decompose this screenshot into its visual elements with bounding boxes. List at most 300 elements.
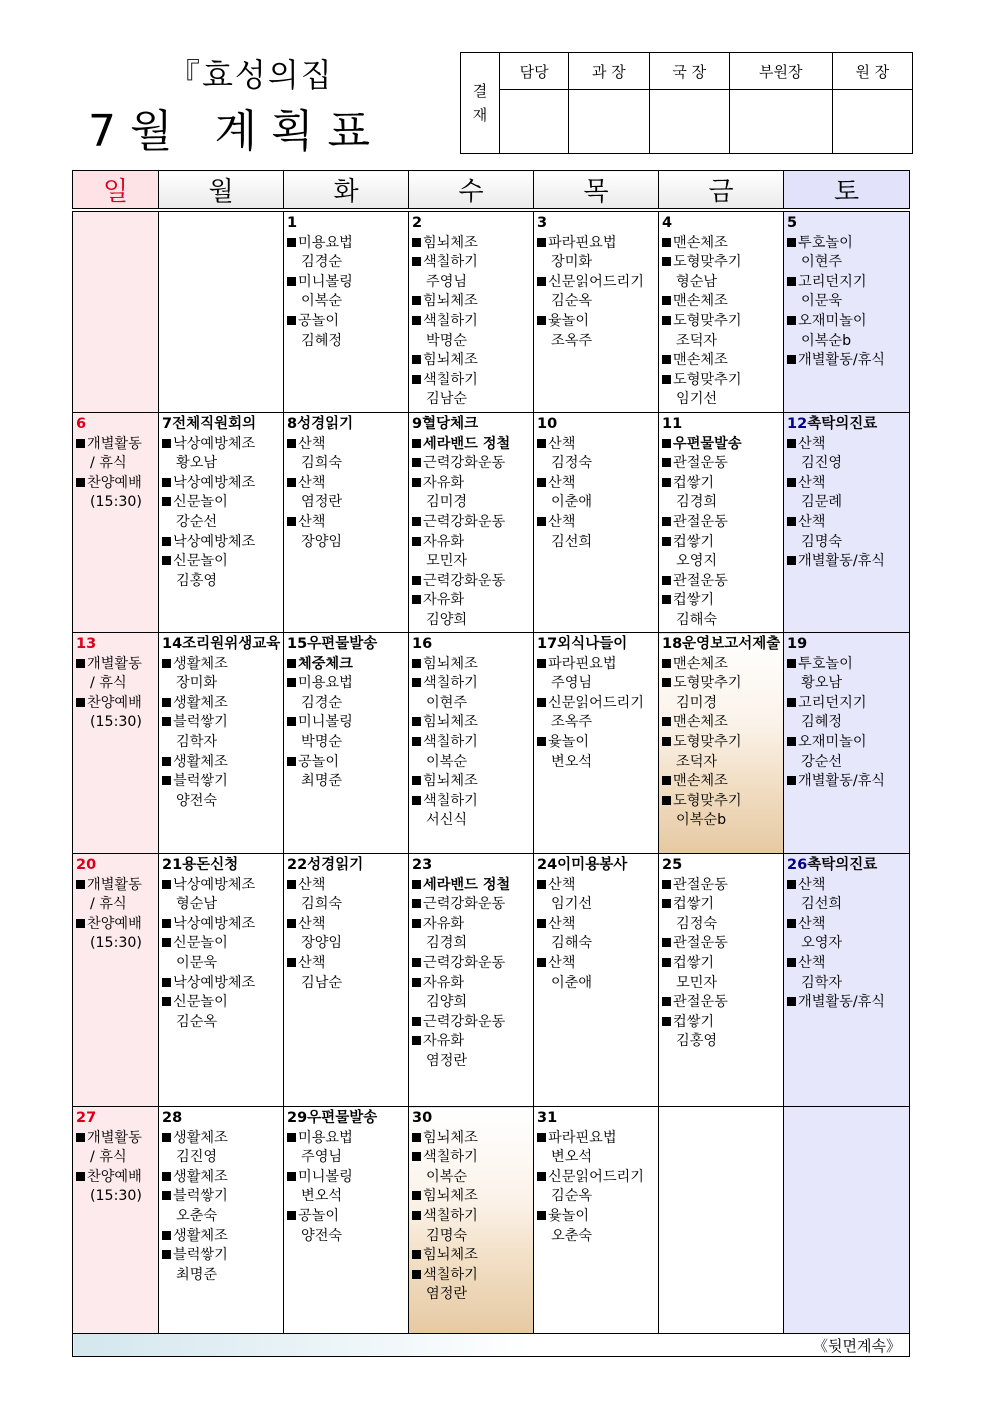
bullet-square-icon: [162, 497, 171, 506]
day-cell: [409, 1107, 534, 1334]
day-cell: [73, 1107, 159, 1334]
activity-item: [537, 312, 656, 332]
activity-name: 미니볼링: [298, 273, 353, 290]
bullet-square-icon: [537, 880, 546, 889]
bullet-square-icon: [412, 1036, 421, 1045]
participant-name: 박명순: [301, 733, 343, 750]
bullet-square-icon: [787, 238, 796, 247]
bullet-square-icon: [412, 880, 421, 889]
activity-name: 산책: [298, 915, 326, 932]
day-date: 28: [162, 1110, 183, 1126]
activity-name: 근력강화운동: [423, 1013, 506, 1030]
bullet-square-icon: [287, 238, 296, 247]
activity-item: [662, 351, 781, 371]
bullet-square-icon: [412, 717, 421, 726]
day-date: 27: [76, 1110, 97, 1126]
bullet-square-icon: [412, 1270, 421, 1279]
activity-name: 투호놀이: [798, 234, 853, 251]
activity-name: 산책: [548, 435, 576, 452]
participant-name: 김양희: [426, 611, 468, 628]
bullet-square-icon: [412, 659, 421, 668]
activity-item: [162, 753, 281, 773]
bullet-square-icon: [537, 238, 546, 247]
day-cell: [534, 1107, 659, 1334]
week-row: [73, 1107, 910, 1334]
participant-name: 오춘숙: [176, 1207, 218, 1224]
participant-name: 이복순: [426, 753, 468, 770]
activity-item: [412, 253, 531, 273]
bullet-square-icon: [287, 659, 296, 668]
activity-item: [162, 1227, 281, 1247]
activity-name: 개별활동: [87, 1129, 142, 1146]
bullet-square-icon: [412, 678, 421, 687]
participant-name: 김홍영: [676, 1033, 718, 1050]
week-row: [73, 633, 910, 854]
activity-item: [287, 753, 406, 773]
activity-item: [662, 1013, 781, 1033]
activity-name: 윷놀이: [548, 733, 590, 750]
activity-name: 블럭쌓기: [173, 773, 228, 790]
bullet-square-icon: [662, 316, 671, 325]
participant-name: 오영자: [801, 935, 843, 952]
activity-name: 미용요법: [298, 1129, 353, 1146]
bullet-square-icon: [162, 880, 171, 889]
day-cell: [159, 413, 284, 633]
activity-item: [662, 792, 781, 812]
activity-item: [76, 694, 156, 714]
activity-name: 색칠하기: [423, 792, 478, 809]
participant-name: 모민자: [426, 553, 468, 570]
day-cell: [784, 633, 910, 854]
participant-name: 염정란: [426, 1052, 468, 1069]
participant-name: 주영님: [301, 1149, 343, 1166]
activity-name: 개별활동: [87, 876, 142, 893]
activity-item: [662, 674, 781, 694]
day-cell: [784, 413, 910, 633]
participant-name: 황오남: [176, 455, 218, 472]
activity-name: 체중체크: [298, 655, 353, 672]
activity-name: 관절운동: [673, 455, 728, 472]
day-date: 21용돈신청: [162, 857, 239, 873]
day-cell: [284, 1107, 409, 1334]
activity-item: [412, 876, 531, 896]
bullet-square-icon: [537, 277, 546, 286]
activity-item: [287, 655, 406, 675]
activity-item: [412, 895, 531, 915]
activity-item: [662, 513, 781, 533]
activity-item: [412, 674, 531, 694]
activity-item: [412, 1148, 531, 1168]
activity-item: [412, 351, 531, 371]
activity-item: [412, 1187, 531, 1207]
activity-name: 근력강화운동: [423, 954, 506, 971]
activity-name: 오재미놀이: [798, 312, 867, 329]
bullet-square-icon: [662, 1017, 671, 1026]
activity-item: [412, 1266, 531, 1286]
participant-name: 김선희: [801, 896, 843, 913]
day-date: 3: [537, 215, 548, 231]
day-cell: [409, 413, 534, 633]
activity-item: [287, 435, 406, 455]
weekday-mon: 월: [159, 171, 284, 209]
activity-item: [412, 1032, 531, 1052]
activity-item: [662, 591, 781, 611]
bullet-square-icon: [162, 938, 171, 947]
activity-name: 도형맞추기: [673, 792, 742, 809]
activity-item: [537, 513, 656, 533]
activity-name: 산책: [548, 954, 576, 971]
day-cell: [659, 212, 784, 413]
activity-item: [287, 954, 406, 974]
activity-name: 힘뇌체조: [423, 773, 478, 790]
continued-note: 《뒷면계속》: [73, 1334, 910, 1357]
participant-name: 김남순: [301, 974, 343, 991]
activity-name: 관절운동: [673, 513, 728, 530]
activity-item: [787, 552, 907, 572]
activity-name: 컵쌓기: [673, 896, 715, 913]
activity-name: 색칠하기: [423, 733, 478, 750]
activity-item: [412, 1129, 531, 1149]
activity-item: [537, 1207, 656, 1227]
activity-item: [787, 915, 907, 935]
activity-item: [76, 1168, 156, 1188]
bullet-square-icon: [412, 1211, 421, 1220]
bullet-square-icon: [287, 880, 296, 889]
bullet-square-icon: [412, 595, 421, 604]
day-cell: [73, 633, 159, 854]
bullet-square-icon: [287, 1211, 296, 1220]
activity-name: 맨손체조: [673, 293, 728, 310]
approval-role: 원 장: [832, 53, 912, 90]
day-date: 15우편물발송: [287, 636, 378, 652]
activity-name: 신문놀이: [173, 553, 228, 570]
day-cell: [784, 1107, 910, 1334]
day-cell: [534, 854, 659, 1107]
day-cell: [284, 413, 409, 633]
activity-item: [162, 493, 281, 513]
activity-name: 미니볼링: [298, 714, 353, 731]
activity-item: [787, 954, 907, 974]
bullet-square-icon: [162, 757, 171, 766]
day-cell: [534, 633, 659, 854]
bullet-square-icon: [787, 737, 796, 746]
participant-name: 김희숙: [301, 896, 343, 913]
activity-item: [662, 954, 781, 974]
activity-item: [662, 876, 781, 896]
activity-item: [412, 915, 531, 935]
participant-name: 양전숙: [301, 1227, 343, 1244]
bullet-square-icon: [662, 997, 671, 1006]
activity-name: 낙상예방체조: [173, 435, 256, 452]
bullet-square-icon: [537, 958, 546, 967]
activity-item: [537, 915, 656, 935]
day-date: 11: [662, 416, 683, 432]
activity-item: [412, 474, 531, 494]
bullet-square-icon: [662, 717, 671, 726]
activity-item: [787, 474, 907, 494]
day-date: 16: [412, 636, 433, 652]
activity-item: [412, 292, 531, 312]
activity-name: 컵쌓기: [673, 592, 715, 609]
day-date: 20: [76, 857, 97, 873]
activity-item: [287, 1129, 406, 1149]
bullet-square-icon: [537, 737, 546, 746]
activity-item: [412, 954, 531, 974]
participant-name: 김순옥: [551, 293, 593, 310]
activity-item: [412, 435, 531, 455]
activity-item: [662, 454, 781, 474]
activity-name: 산책: [548, 915, 576, 932]
activity-item: [76, 876, 156, 896]
signature-box: [729, 90, 832, 154]
bullet-square-icon: [662, 796, 671, 805]
bullet-square-icon: [662, 238, 671, 247]
bullet-square-icon: [412, 796, 421, 805]
bullet-square-icon: [162, 698, 171, 707]
bullet-square-icon: [662, 659, 671, 668]
activity-name: 신문놀이: [173, 994, 228, 1011]
activity-name: 파라핀요법: [548, 655, 617, 672]
bullet-square-icon: [412, 517, 421, 526]
activity-item: [412, 454, 531, 474]
activity-name: 낙상예방체조: [173, 533, 256, 550]
weekday-wed: 수: [409, 171, 534, 209]
activity-item: [412, 572, 531, 592]
activity-item: [537, 733, 656, 753]
day-cell: [159, 212, 284, 413]
activity-item: [662, 533, 781, 553]
bullet-square-icon: [287, 517, 296, 526]
participant-name: 최명준: [301, 773, 343, 790]
activity-item: [412, 974, 531, 994]
activity-name: 색칠하기: [423, 1266, 478, 1283]
activity-name: 신문읽어드리기: [548, 694, 644, 711]
bullet-square-icon: [662, 439, 671, 448]
participant-name: (15:30): [90, 494, 142, 511]
activity-name: 색칠하기: [423, 675, 478, 692]
activity-name: 찬양예배: [87, 915, 142, 932]
activity-item: [287, 713, 406, 733]
bullet-square-icon: [412, 458, 421, 467]
activity-name: 맨손체조: [673, 773, 728, 790]
weekday-tue: 화: [284, 171, 409, 209]
participant-name: 이문욱: [176, 954, 218, 971]
activity-name: 힘뇌체조: [423, 234, 478, 251]
activity-item: [412, 792, 531, 812]
bullet-square-icon: [162, 439, 171, 448]
activity-item: [162, 655, 281, 675]
activity-item: [787, 435, 907, 455]
participant-name: (15:30): [90, 714, 142, 731]
bullet-square-icon: [662, 355, 671, 364]
bullet-square-icon: [412, 1133, 421, 1142]
day-cell: [534, 212, 659, 413]
day-cell: [659, 633, 784, 854]
activity-item: [662, 772, 781, 792]
day-cell: [159, 633, 284, 854]
activity-name: 우편물발송: [673, 435, 742, 452]
activity-item: [537, 435, 656, 455]
activity-item: [412, 1207, 531, 1227]
bullet-square-icon: [76, 698, 85, 707]
activity-name: 신문읽어드리기: [548, 1168, 644, 1185]
bullet-square-icon: [412, 576, 421, 585]
activity-name: 관절운동: [673, 572, 728, 589]
activity-item: [537, 954, 656, 974]
day-cell: [534, 413, 659, 633]
bullet-square-icon: [412, 958, 421, 967]
bullet-square-icon: [412, 1152, 421, 1161]
bullet-square-icon: [537, 919, 546, 928]
bullet-square-icon: [662, 899, 671, 908]
activity-name: 산책: [548, 513, 576, 530]
day-date: 9혈당체크: [412, 416, 479, 432]
activity-name: 오재미놀이: [798, 733, 867, 750]
participant-name: 장양임: [301, 935, 343, 952]
participant-name: 장미화: [176, 675, 218, 692]
activity-item: [662, 234, 781, 254]
activity-name: 블럭쌓기: [173, 714, 228, 731]
activity-item: [537, 273, 656, 293]
bullet-square-icon: [412, 296, 421, 305]
participant-name: 황오남: [801, 675, 843, 692]
bullet-square-icon: [662, 375, 671, 384]
day-cell: [73, 854, 159, 1107]
participant-name: 김혜정: [801, 714, 843, 731]
day-date: 7전체직원회의: [162, 416, 257, 432]
day-cell: [73, 413, 159, 633]
participant-name: 염정란: [301, 494, 343, 511]
activity-item: [412, 713, 531, 733]
day-cell: [409, 633, 534, 854]
participant-name: / 휴식: [90, 675, 127, 692]
participant-name: 김학자: [801, 974, 843, 991]
bullet-square-icon: [412, 257, 421, 266]
activity-item: [162, 713, 281, 733]
participant-name: 임기선: [551, 896, 593, 913]
activity-item: [662, 713, 781, 733]
activity-name: 색칠하기: [423, 1207, 478, 1224]
bullet-square-icon: [162, 478, 171, 487]
activity-name: 산책: [798, 915, 826, 932]
activity-name: 윷놀이: [548, 312, 590, 329]
activity-name: 자유화: [423, 974, 465, 991]
participant-name: 장미화: [551, 254, 593, 271]
activity-item: [662, 371, 781, 391]
activity-item: [412, 371, 531, 391]
activity-item: [287, 1207, 406, 1227]
activity-name: 공놀이: [298, 312, 340, 329]
activity-item: [162, 934, 281, 954]
activity-name: 블럭쌓기: [173, 1188, 228, 1205]
participant-name: 김경희: [676, 494, 718, 511]
participant-name: 주영님: [426, 273, 468, 290]
participant-name: 조덕자: [676, 332, 718, 349]
activity-item: [412, 312, 531, 332]
participant-name: 김경희: [426, 935, 468, 952]
approval-box: [460, 52, 913, 154]
participant-name: 김미경: [676, 694, 718, 711]
activity-name: 근력강화운동: [423, 896, 506, 913]
activity-name: 근력강화운동: [423, 513, 506, 530]
participant-name: / 휴식: [90, 1149, 127, 1166]
activity-name: 도형맞추기: [673, 371, 742, 388]
participant-name: 염정란: [426, 1286, 468, 1303]
activity-item: [162, 915, 281, 935]
day-date: 25: [662, 857, 683, 873]
bullet-square-icon: [662, 737, 671, 746]
bullet-square-icon: [537, 698, 546, 707]
activity-item: [662, 253, 781, 273]
activity-item: [287, 876, 406, 896]
activity-name: 고리던지기: [798, 273, 867, 290]
participant-name: 조옥주: [551, 332, 593, 349]
day-date: 10: [537, 416, 558, 432]
activity-item: [787, 694, 907, 714]
participant-name: 오영지: [676, 553, 718, 570]
bullet-square-icon: [787, 698, 796, 707]
activity-name: 관절운동: [673, 994, 728, 1011]
bullet-square-icon: [162, 919, 171, 928]
bullet-square-icon: [162, 717, 171, 726]
activity-item: [76, 474, 156, 494]
activity-name: 힘뇌체조: [423, 1247, 478, 1264]
bullet-square-icon: [162, 776, 171, 785]
activity-name: 힘뇌체조: [423, 714, 478, 731]
bullet-square-icon: [662, 257, 671, 266]
activity-name: 맨손체조: [673, 655, 728, 672]
bullet-square-icon: [662, 478, 671, 487]
bullet-square-icon: [787, 659, 796, 668]
bullet-square-icon: [287, 478, 296, 487]
bullet-square-icon: [412, 355, 421, 364]
activity-name: 힘뇌체조: [423, 352, 478, 369]
activity-name: 생활체조: [173, 1227, 228, 1244]
activity-name: 힘뇌체조: [423, 293, 478, 310]
bullet-square-icon: [412, 439, 421, 448]
activity-name: 신문읽어드리기: [548, 273, 644, 290]
bullet-square-icon: [537, 1211, 546, 1220]
activity-name: 산책: [298, 876, 326, 893]
participant-name: 김순옥: [176, 1013, 218, 1030]
participant-name: 형순남: [176, 896, 218, 913]
activity-item: [412, 533, 531, 553]
day-date: 26촉탁의진료: [787, 857, 878, 873]
bullet-square-icon: [412, 238, 421, 247]
participant-name: 임기선: [676, 391, 718, 408]
participant-name: 김경순: [301, 254, 343, 271]
bullet-square-icon: [76, 439, 85, 448]
day-date: 5: [787, 215, 798, 231]
participant-name: 김학자: [176, 733, 218, 750]
day-date: 24이미용봉사: [537, 857, 628, 873]
participant-name: 김희숙: [301, 455, 343, 472]
bullet-square-icon: [287, 958, 296, 967]
day-cell: [159, 854, 284, 1107]
activity-item: [787, 273, 907, 293]
activity-name: 산책: [548, 876, 576, 893]
plan-title: 7월 계획표: [88, 106, 384, 157]
week-row: [73, 212, 910, 413]
bullet-square-icon: [787, 355, 796, 364]
bullet-square-icon: [76, 659, 85, 668]
activity-name: 생활체조: [173, 655, 228, 672]
activity-item: [162, 533, 281, 553]
activity-item: [537, 1129, 656, 1149]
bullet-square-icon: [787, 880, 796, 889]
activity-name: 산책: [298, 513, 326, 530]
activity-name: 개별활동/휴식: [798, 352, 886, 369]
